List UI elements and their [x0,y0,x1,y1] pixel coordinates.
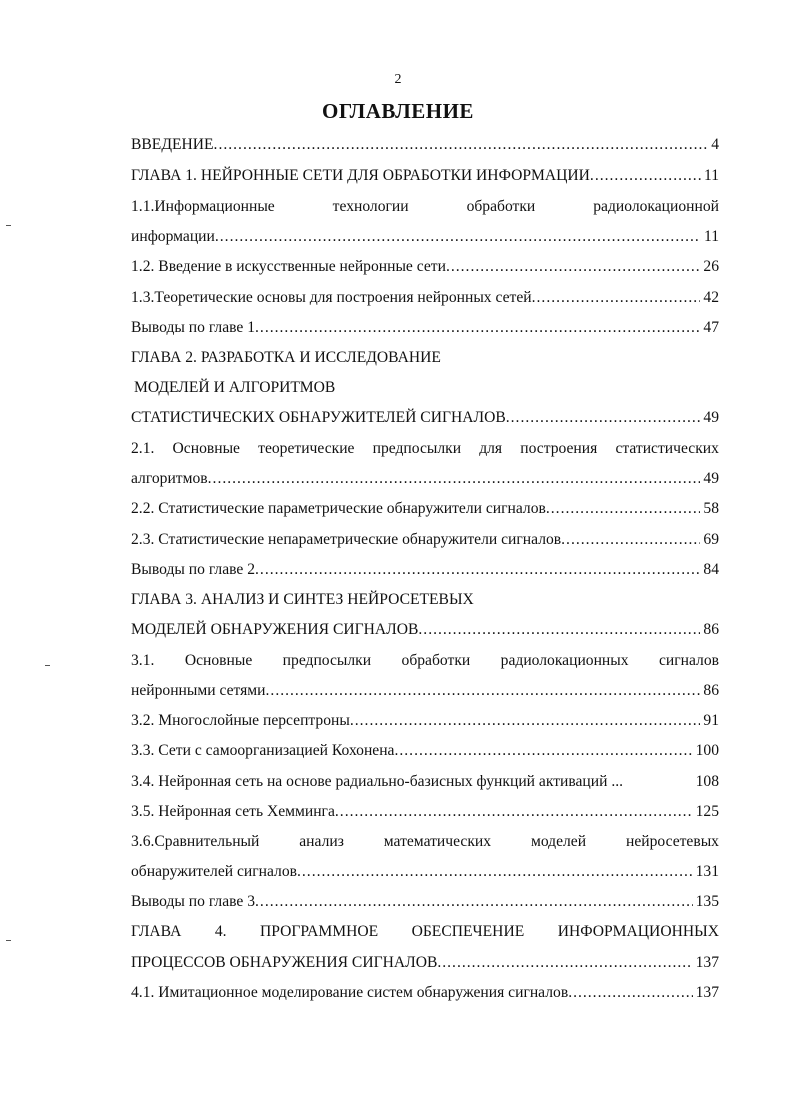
toc-entry-chapter-3-line1[interactable] [131,588,719,612]
toc-entry-3-6[interactable] [131,830,719,854]
margin-mark [45,665,50,666]
toc-leader [255,558,700,582]
toc-leader [418,618,700,642]
toc-leader [561,528,700,552]
toc-text: 2.2. Статистические параметрические обнаружители сигналов [131,500,546,517]
toc-text: 3.4. Нейронная сеть на основе радиально-базисных функций активаций ... [131,773,624,790]
toc-entry-chapter-2-line2[interactable] [134,376,722,400]
toc-page: 100 [695,742,719,759]
toc-word: 4. [214,923,227,940]
toc-page: 58 [703,500,719,517]
toc-page: 135 [695,893,719,910]
toc-entry-4-1[interactable] [131,981,719,1005]
toc-text: СТАТИСТИЧЕСКИХ ОБНАРУЖИТЕЛЕЙ СИГНАЛОВ [131,409,506,426]
toc-text: 4.1. Имитационное моделирование систем обнаружения сигналов [131,984,569,1001]
toc-page: 84 [703,561,719,578]
toc-leader [506,406,701,430]
toc-leader [255,890,693,914]
toc-entry-conclusions-2[interactable] [131,558,719,582]
toc-text: 3.5. Нейронная сеть Хемминга [131,803,335,820]
toc-word: 3.1. [131,652,155,669]
toc-text: нейронными сетями [131,682,266,699]
toc-page: 42 [703,289,719,306]
toc-page: 108 [695,773,719,790]
toc-entry-3-2[interactable] [131,709,719,733]
toc-text: 1.2. Введение в искусственные нейронные сети [131,258,446,275]
toc-entry-chapter-2-line1[interactable] [131,346,719,370]
page-number: 2 [394,72,402,87]
toc-text: Выводы по главе 2 [131,561,256,578]
toc-entry-chapter-4[interactable] [131,920,719,944]
toc-entry-chapter-3-line2[interactable] [131,618,719,642]
toc-word: Основные [172,440,240,457]
toc-text: Выводы по главе 3 [131,893,256,910]
toc-leader [215,225,701,249]
toc-text: 2.3. Статистические непараметрические обнаружители сигналов [131,531,562,548]
toc-leader [214,133,709,157]
toc-text: МОДЕЛЕЙ И АЛГОРИТМОВ [134,379,336,396]
toc-page: 11 [703,167,719,184]
toc-word: радиолокационной [593,198,719,215]
toc-text: ГЛАВА 2. РАЗРАБОТКА И ИССЛЕДОВАНИЕ [131,349,441,366]
toc-word: построения [520,440,598,457]
toc-word: моделей [530,833,587,850]
toc-text: 1.3.Теоретические основы для построения нейронных сетей [131,289,532,306]
margin-mark [6,225,11,226]
toc-word: обработки [466,198,536,215]
toc-leader [297,860,693,884]
toc-entry-1-2[interactable] [131,255,719,279]
toc-word: сигналов [658,652,719,669]
toc-entry-3-1-cont[interactable] [131,679,719,703]
toc-text: МОДЕЛЕЙ ОБНАРУЖЕНИЯ СИГНАЛОВ [131,621,419,638]
toc-entry-3-6-cont[interactable] [131,860,719,884]
toc-word: технологии [332,198,409,215]
toc-leader [546,497,701,521]
toc-entry-chapter-4-cont[interactable] [131,951,719,975]
toc-word: для [479,440,503,457]
toc-leader [255,316,700,340]
toc-entry-1-1[interactable] [131,195,719,219]
toc-text: алгоритмов [131,470,208,487]
toc-word: 3.6.Сравнительный [131,833,260,850]
toc-page: 11 [703,228,719,245]
toc-leader [590,164,701,188]
toc-entry-1-3[interactable] [131,286,719,310]
toc-page: 86 [703,682,719,699]
toc-page: 49 [703,470,719,487]
toc-word: 2.1. [131,440,155,457]
toc-page: 47 [703,319,719,336]
toc-page: 26 [703,258,719,275]
toc-entry-chapter-2-line3[interactable] [131,406,719,430]
toc-page: 131 [695,863,719,880]
toc-word: теоретические [258,440,355,457]
page-title: ОГЛАВЛЕНИЕ [322,99,474,123]
toc-text: 3.2. Многослойные персептроны [131,712,350,729]
toc-entry-3-3[interactable] [131,739,719,763]
toc-entry-3-5[interactable] [131,800,719,824]
toc-word: предпосылки [282,652,372,669]
toc-word: 1.1.Информационные [131,198,275,215]
toc-text: ВВЕДЕНИЕ [131,136,214,153]
toc-leader [266,679,701,703]
toc-text: обнаружителей сигналов [131,863,297,880]
toc-entry-chapter-1[interactable] [131,164,719,188]
toc-word: анализ [299,833,344,850]
toc-leader [335,800,693,824]
toc-leader [568,981,692,1005]
toc-leader [208,467,701,491]
toc-page: 91 [703,712,719,729]
toc-entry-2-3[interactable] [131,528,719,552]
toc-text: ГЛАВА 1. НЕЙРОННЫЕ СЕТИ ДЛЯ ОБРАБОТКИ ИНФОРМАЦИИ [131,167,590,184]
toc-word: ОБЕСПЕЧЕНИЕ [411,923,525,940]
toc-word: ИНФОРМАЦИОННЫХ [557,923,719,940]
toc-leader [437,951,692,975]
toc-text: ПРОЦЕССОВ ОБНАРУЖЕНИЯ СИГНАЛОВ [131,954,438,971]
toc-page: 125 [695,803,719,820]
toc-word: обработки [401,652,471,669]
toc-text: 3.3. Сети с самоорганизацией Кохонена [131,742,395,759]
toc-entry-conclusions-3[interactable] [131,890,719,914]
toc-entry-2-1[interactable] [131,437,719,461]
toc-leader [446,255,700,279]
toc-entry-introduction[interactable] [131,133,719,157]
toc-entry-2-2[interactable] [131,497,719,521]
toc-entry-3-1[interactable] [131,649,719,673]
toc-page: 4 [711,136,719,153]
toc-word: нейросетевых [625,833,719,850]
toc-text: информации [131,228,215,245]
toc-page: 137 [695,954,719,971]
toc-leader [532,286,701,310]
toc-word: радиолокационных [500,652,629,669]
toc-page: 69 [703,531,719,548]
toc-page: 49 [703,409,719,426]
toc-word: математических [383,833,492,850]
toc-entry-3-4[interactable] [131,770,719,794]
toc-page: 86 [703,621,719,638]
toc-word: Основные [184,652,253,669]
toc-word: ПРОГРАММНОЕ [260,923,379,940]
toc-page: 137 [695,984,719,1001]
toc-word: статистических [615,440,719,457]
toc-text: Выводы по главе 1 [131,319,256,336]
toc-entry-conclusions-1[interactable] [131,316,719,340]
toc-entry-2-1-cont[interactable] [131,467,719,491]
toc-leader [394,739,692,763]
toc-word: ГЛАВА [131,923,182,940]
toc-word: предпосылки [372,440,462,457]
margin-mark [6,940,11,941]
toc-leader [350,709,701,733]
toc-entry-1-1-cont[interactable] [131,225,719,249]
toc-text: ГЛАВА 3. АНАЛИЗ И СИНТЕЗ НЕЙРОСЕТЕВЫХ [131,591,474,608]
